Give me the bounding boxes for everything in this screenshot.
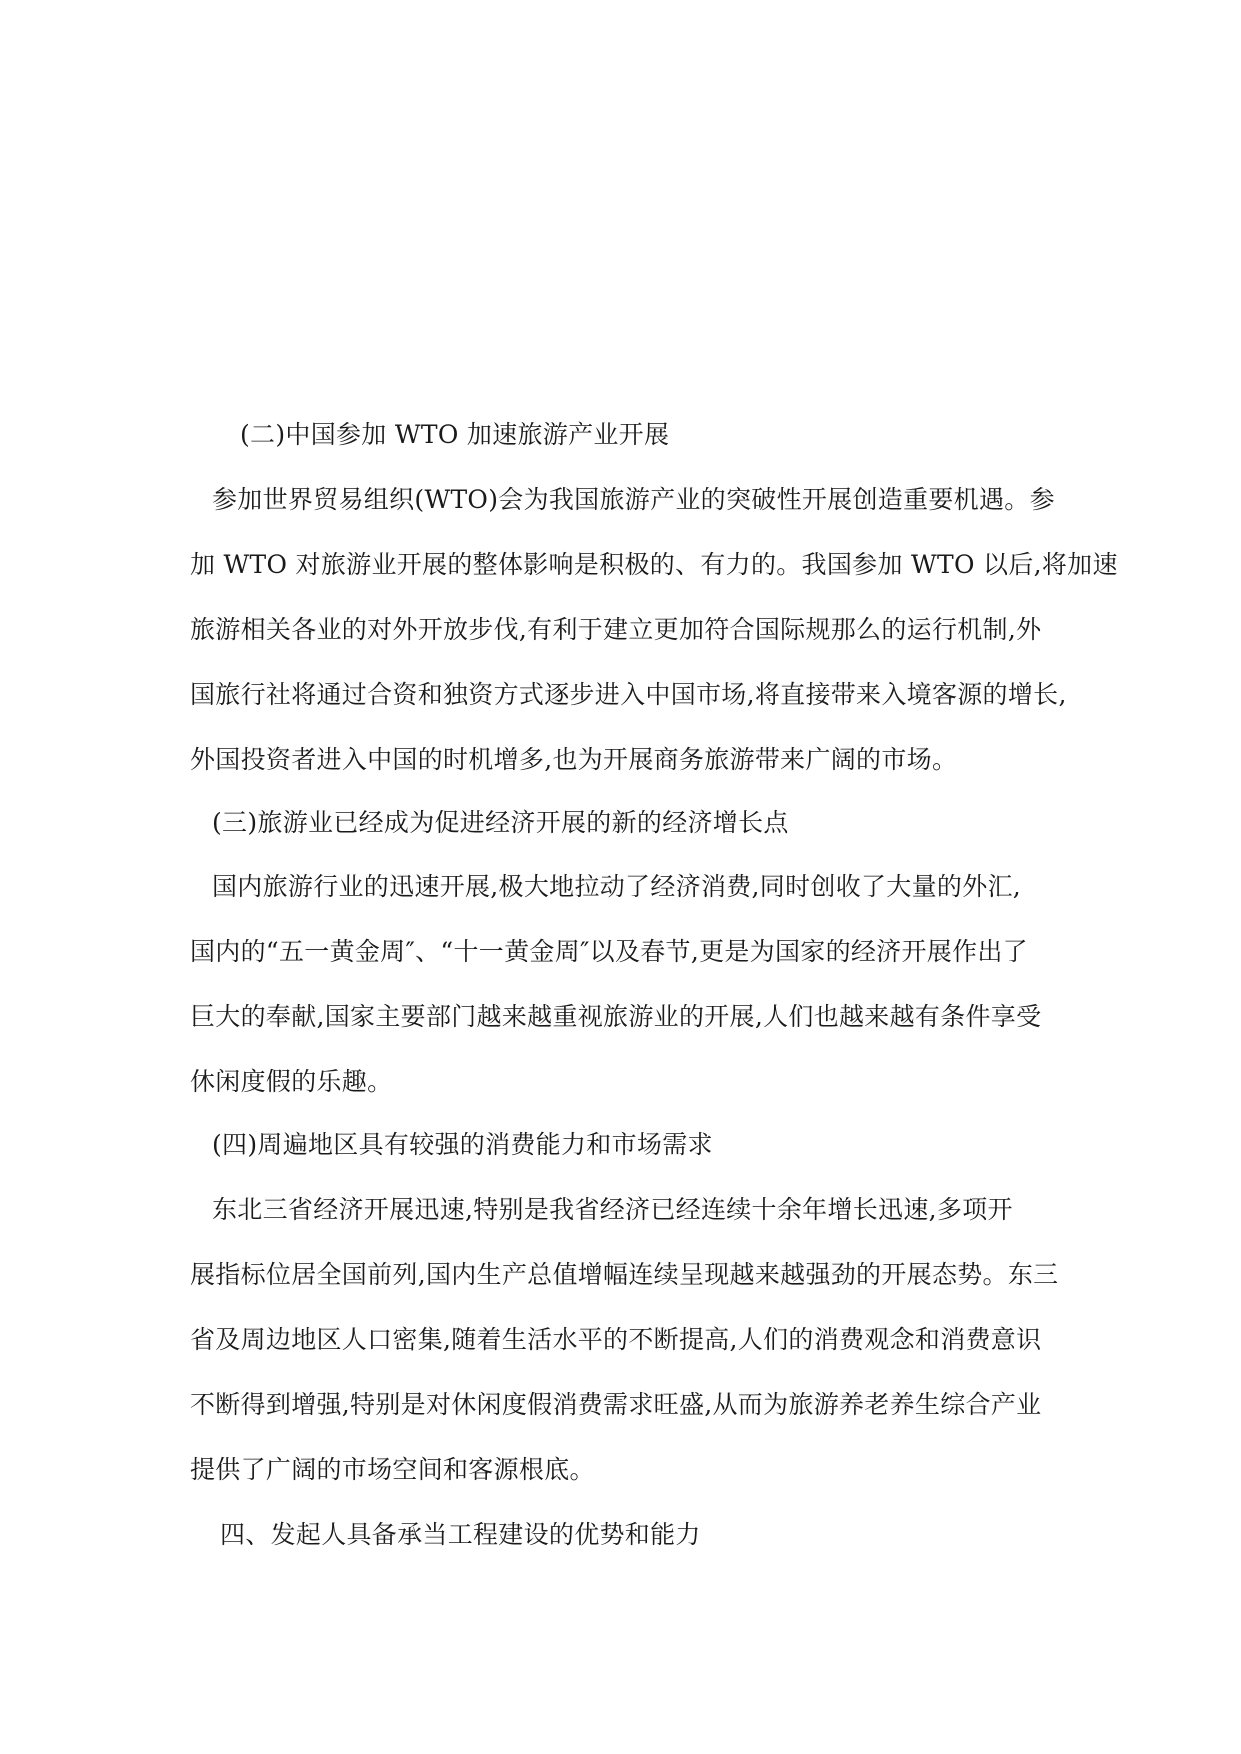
paragraph-line: 国内的“五一黄金周″、“十一黄金周″以及春节,更是为国家的经济开展作出了 <box>190 937 1028 966</box>
paragraph-line: 国旅行社将通过合资和独资方式逐步进入中国市场,将直接带来入境客源的增长, <box>190 680 1067 709</box>
paragraph-line: 参加世界贸易组织(WTO)会为我国旅游产业的突破性开展创造重要机遇。参 <box>212 485 1055 514</box>
paragraph-line: 国内旅游行业的迅速开展,极大地拉动了经济消费,同时创收了大量的外汇, <box>212 872 1022 901</box>
paragraph-line: 加 WTO 对旅游业开展的整体影响是积极的、有力的。我国参加 WTO 以后,将加速 <box>190 550 1118 579</box>
paragraph-line: 巨大的奉献,国家主要部门越来越重视旅游业的开展,人们也越来越有条件享受 <box>190 1002 1042 1031</box>
section-heading-growth-point: (三)旅游业已经成为促进经济开展的新的经济增长点 <box>212 808 789 837</box>
paragraph-line: 东北三省经济开展迅速,特别是我省经济已经连续十余年增长迅速,多项开 <box>212 1195 1013 1224</box>
section-heading-wto: (二)中国参加 WTO 加速旅游产业开展 <box>240 420 670 449</box>
paragraph-line: 旅游相关各业的对外开放步伐,有利于建立更加符合国际规那么的运行机制,外 <box>190 615 1042 644</box>
paragraph-line: 休闲度假的乐趣。 <box>190 1067 393 1096</box>
chapter-heading-sponsor-advantages: 四、发起人具备承当工程建设的优势和能力 <box>220 1520 701 1549</box>
section-heading-market-demand: (四)周遍地区具有较强的消费能力和市场需求 <box>212 1130 713 1159</box>
paragraph-line: 省及周边地区人口密集,随着生活水平的不断提高,人们的消费观念和消费意识 <box>190 1325 1042 1354</box>
paragraph-line: 展指标位居全国前列,国内生产总值增幅连续呈现越来越强劲的开展态势。东三 <box>190 1260 1059 1289</box>
paragraph-line: 不断得到增强,特别是对休闲度假消费需求旺盛,从而为旅游养老养生综合产业 <box>190 1390 1042 1419</box>
paragraph-line: 提供了广阔的市场空间和客源根底。 <box>190 1455 595 1484</box>
paragraph-line: 外国投资者进入中国的时机增多,也为开展商务旅游带来广阔的市场。 <box>190 745 958 774</box>
